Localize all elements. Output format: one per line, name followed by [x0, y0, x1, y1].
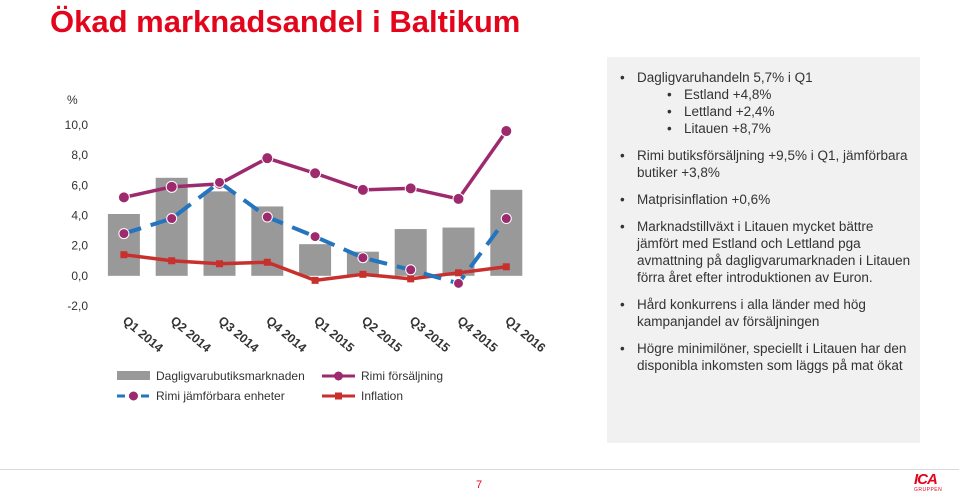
rimi-comparable-marker — [310, 232, 320, 242]
inflation-marker — [312, 277, 319, 284]
rimi-comparable-marker — [406, 265, 416, 275]
inflation-marker — [359, 271, 366, 278]
legend-label: Rimi försäljning — [361, 369, 444, 383]
rimi-sales-marker — [118, 192, 129, 203]
y-tick-label: 0,0 — [71, 268, 88, 283]
y-tick-label: 8,0 — [71, 148, 88, 163]
page-number: 7 — [476, 479, 483, 491]
logo-group-text: GRUPPEN — [914, 487, 943, 493]
bullet-item: • Matprisinflation +0,6% — [616, 191, 916, 208]
bullet-item: • Rimi butiksförsäljning +9,5% i Q1, jämförbara butiker +3,8% — [616, 147, 916, 181]
legend-swatch-marker — [334, 372, 343, 381]
inflation-marker — [455, 269, 462, 276]
bar — [443, 228, 475, 276]
bullet-text: Dagligvaruhandeln 5,7% i Q1 — [637, 70, 813, 85]
inflation-marker — [264, 259, 271, 266]
legend-label: Inflation — [361, 389, 404, 403]
bullet-item: • Marknadstillväxt i Litauen mycket bättre jämfört med Estland och Lettland pga avmattning på dagligvarumarknaden i Litauen förra året efter introduktionen av Euron. — [616, 218, 916, 286]
rimi-sales-marker — [405, 183, 416, 194]
legend-swatch-marker — [335, 393, 342, 400]
bar — [299, 244, 331, 276]
y-tick-label: 6,0 — [71, 178, 88, 193]
x-tick-label: Q3 2015 — [406, 313, 453, 356]
bar — [108, 214, 140, 276]
x-tick-label: Q1 2015 — [311, 313, 357, 356]
rimi-sales-marker — [310, 168, 321, 179]
rimi-comparable-marker — [454, 278, 464, 288]
x-tick-label: Q2 2014 — [167, 313, 214, 356]
inflation-marker — [168, 257, 175, 264]
y-axis-label: % — [67, 93, 78, 107]
ica-logo — [914, 472, 944, 494]
x-tick-label: Q4 2015 — [454, 313, 501, 356]
inflation-marker — [120, 251, 127, 258]
page-title: Ökad marknadsandel i Baltikum — [50, 4, 521, 39]
x-tick-label: Q4 2014 — [263, 313, 310, 356]
x-tick-label: Q2 2015 — [358, 313, 405, 356]
rimi-sales-marker — [357, 184, 368, 195]
rimi-sales-marker — [501, 126, 512, 137]
footer-divider — [0, 469, 959, 470]
sub-bullet-item: • Lettland +2,4% — [637, 103, 916, 120]
inflation-marker — [503, 263, 510, 270]
inflation-marker — [216, 260, 223, 267]
legend-label: Rimi jämförbara enheter — [156, 389, 285, 403]
legend-swatch — [117, 371, 150, 380]
bullet-item: • Högre minimilöner, speciellt i Litauen har den disponibla inkomsten som läggs på mat ökat — [616, 340, 916, 374]
legend-swatch-marker — [129, 392, 138, 401]
x-tick-label: Q1 2014 — [119, 313, 166, 356]
rimi-comparable-marker — [262, 212, 272, 222]
y-tick-label: 4,0 — [71, 208, 88, 223]
y-tick-label: 10,0 — [64, 118, 88, 132]
logo-mark: ICA — [914, 471, 937, 488]
x-tick-label: Q1 2016 — [502, 313, 549, 356]
rimi-sales-marker — [262, 153, 273, 164]
legend-label: Dagligvarubutiksmarknaden — [156, 369, 305, 383]
rimi-comparable-marker — [358, 253, 368, 263]
y-tick-label: -2,0 — [67, 299, 88, 313]
rimi-sales-marker — [166, 181, 177, 192]
sub-bullet-item: • Estland +4,8% — [637, 86, 916, 103]
y-tick-label: 2,0 — [71, 238, 88, 253]
rimi-sales-marker — [453, 193, 464, 204]
rimi-comparable-marker — [501, 214, 511, 224]
rimi-comparable-marker — [167, 214, 177, 224]
inflation-marker — [407, 275, 414, 282]
sub-bullet-item: • Litauen +8,7% — [637, 120, 916, 137]
bullet-item — [616, 69, 916, 137]
bullet-item: • Hård konkurrens i alla länder med hög kampanjandel av försäljningen — [616, 296, 916, 330]
rimi-comparable-marker — [119, 229, 129, 239]
rimi-comparable-marker — [215, 177, 225, 187]
bullet-list — [616, 69, 916, 384]
x-tick-label: Q3 2014 — [215, 313, 262, 356]
